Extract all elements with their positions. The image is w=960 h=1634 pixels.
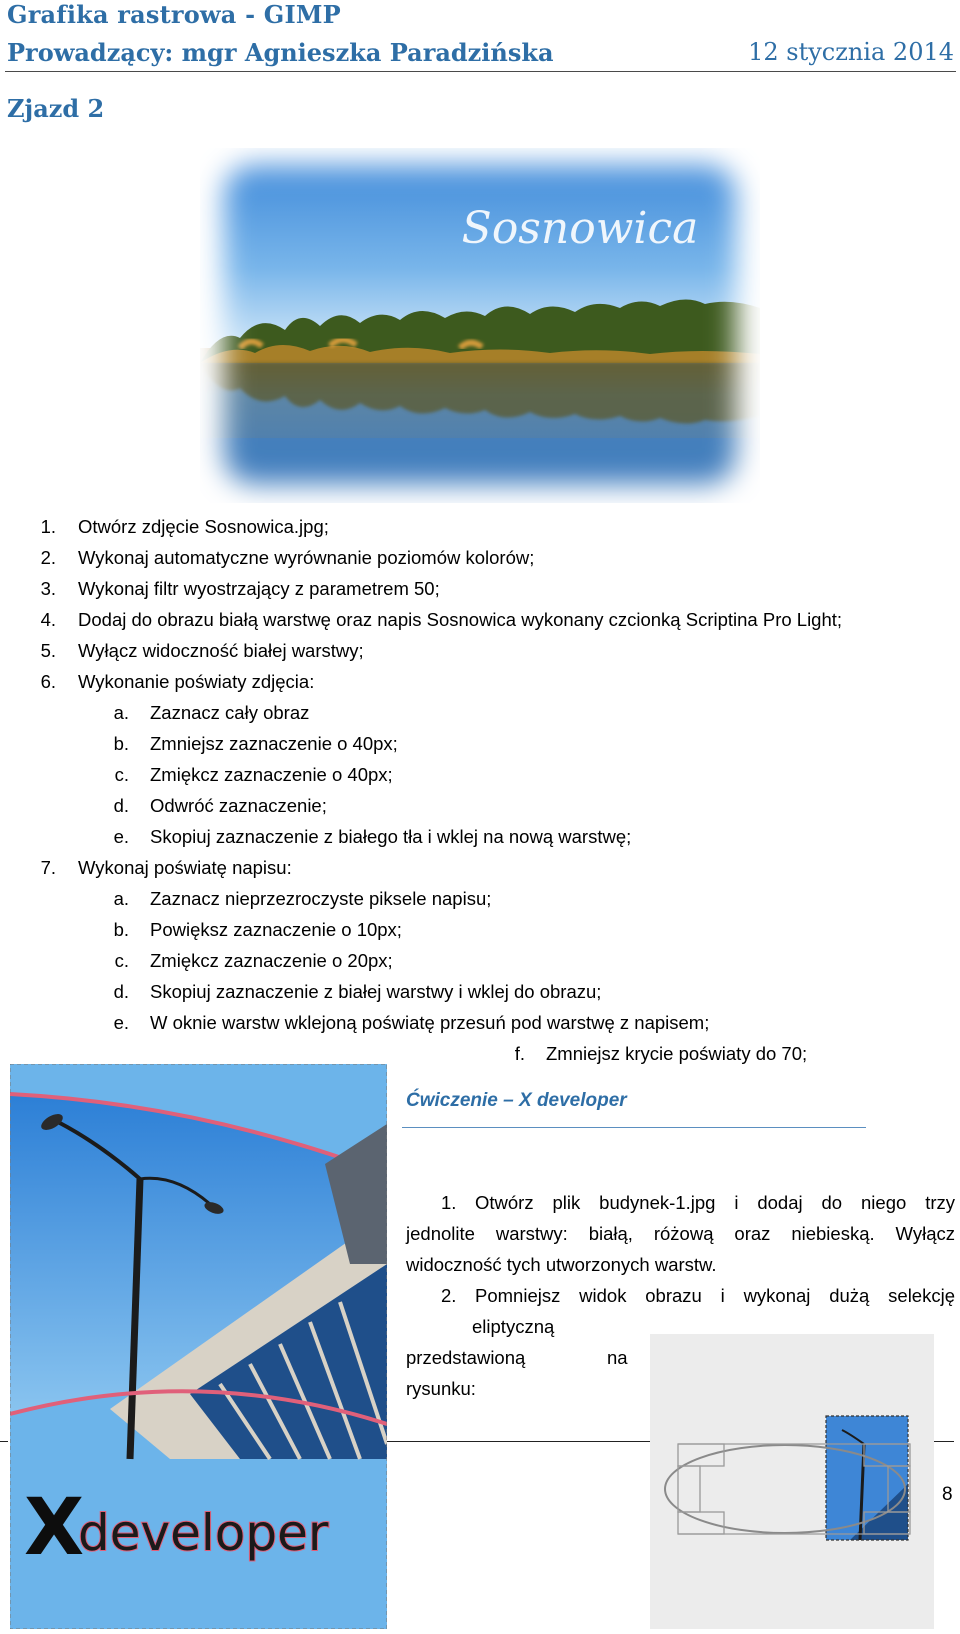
page-number: 8: [942, 1484, 953, 1505]
logo-text: developer: [78, 1504, 329, 1562]
exercise-step-text: przedstawioną: [406, 1347, 526, 1368]
exercise-step-num: 1.: [441, 1192, 457, 1213]
logo-x: X: [24, 1483, 85, 1573]
footer-rule: [387, 1441, 650, 1442]
footer-rule: [0, 1441, 8, 1442]
exercise-step-text: na: [607, 1347, 628, 1368]
exercise-title: Ćwiczenie – X developer: [406, 1090, 627, 1111]
exercise-step-text: Pomniejsz widok obrazu i wykonaj dużą selekcję: [475, 1285, 955, 1306]
exercise-step-text: widoczność tych utworzonych warstw.: [406, 1254, 717, 1275]
exercise-step-text: eliptyczną: [472, 1316, 555, 1337]
exercise-step-text: rysunku:: [406, 1378, 476, 1399]
section-title: Zjazd 2: [7, 94, 105, 123]
header-rule: [5, 71, 956, 72]
exercise-rule: [402, 1127, 866, 1128]
xdeveloper-poster: [10, 1064, 387, 1629]
course-title: Grafika rastrowa - GIMP: [7, 0, 341, 29]
photo-caption: Sosnowica: [461, 203, 699, 254]
header-date: 12 stycznia 2014: [748, 38, 954, 66]
exercise-step-text: jednolite warstwy: białą, różową oraz niebieską. Wyłącz: [406, 1223, 955, 1244]
instructor-name: Prowadzący: mgr Agnieszka Paradzińska: [7, 38, 554, 67]
elliptical-selection-screenshot: [650, 1334, 934, 1629]
exercise-step-num: 2.: [441, 1285, 457, 1306]
exercise-step-text: Otwórz plik budynek-1.jpg i dodaj do niego trzy: [475, 1192, 955, 1213]
sosnowica-photo: [200, 148, 760, 503]
footer-rule: [934, 1441, 954, 1442]
